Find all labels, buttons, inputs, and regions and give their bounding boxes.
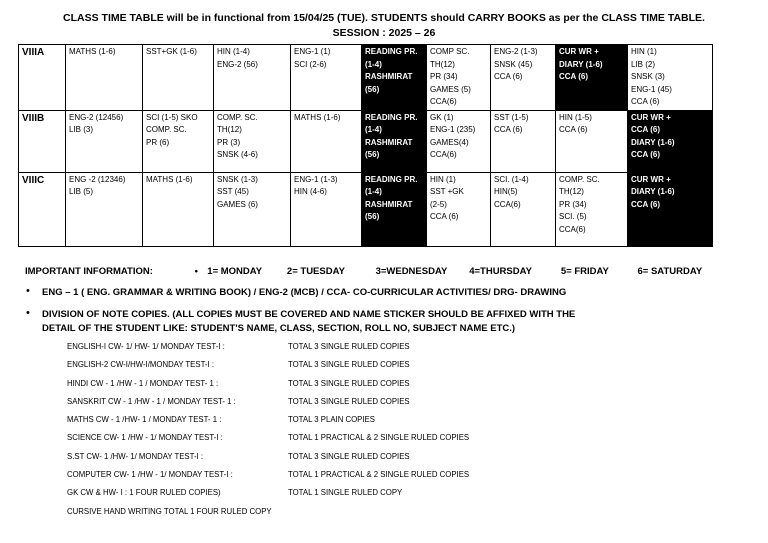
cell-line: GAMES (5) [430,84,471,94]
timetable-cell [66,45,143,111]
copies-subject: MATHS CW - 1 /HW- 1 / MONDAY TEST- 1 : [67,415,222,425]
day-1: 1= MONDAY [207,266,263,277]
copies-total: TOTAL 3 SINGLE RULED COPIES [288,451,410,461]
cell-line: (1-4) [365,125,382,134]
cell-line: SST+GK (1-6) [146,47,197,56]
copies-subject: SANSKRIT CW - 1 /HW - 1 / MONDAY TEST- 1 : [67,396,236,406]
copies-subject: CURSIVE HAND WRITING TOTAL 1 FOUR RULED COPY [67,506,272,516]
cell-line: ENG-1 (1) [294,47,331,56]
important-label: IMPORTANT INFORMATION: [25,266,153,277]
abbreviation-note: ENG – 1 ( ENG. GRAMMAR & WRITING BOOK) / ENG-2 (MCB) / CCA- CO-CURRICULAR ACTIVITIES/ DRG- DRAWING [42,287,567,298]
cell-line: TH(12) [430,59,455,69]
cell-line: PR (34) [430,72,458,81]
cell-line: ENG-1 (235) [430,125,476,134]
cell-line: CCA (6) [494,125,523,134]
timetable-cell [362,172,427,246]
copies-subject: GK CW & HW- I : 1 FOUR RULED COPIES) [67,488,221,498]
timetable-cell [66,110,143,172]
cell-line: SST +GK [430,187,464,196]
timetable-cell [143,110,214,172]
cell-line: CCA (6) [631,125,661,134]
copies-total: TOTAL 1 PRACTICAL & 2 SINGLE RULED COPIES [288,470,470,480]
cell-line: RASHMIRAT [365,137,413,147]
cell-line: MATHS (1-6) [146,174,193,184]
cell-line: ENG-2 (56) [217,59,258,69]
copies-subject: HINDI CW - 1 /HW - 1 / MONDAY TEST- 1 : [67,378,219,388]
cell-line: COMP SC. [430,47,470,56]
cell-line: HIN (1-5) [559,112,592,122]
session-heading: SESSION : 2025 – 26 [332,27,436,39]
cell-line: READING PR. [365,174,418,184]
cell-line: HIN (1) [430,174,456,184]
copies-subject: COMPUTER CW- 1 /HW - 1/ MONDAY TEST-I : [67,470,233,480]
cell-line: DIARY (1-6) [631,187,675,196]
division-note-line2: DETAIL OF THE STUDENT LIKE: STUDENT'S NAME, CLASS, SECTION, ROLL NO, SUBJECT NAME ETC.) [42,323,516,334]
copies-total: TOTAL 3 SINGLE RULED COPIES [288,396,410,406]
cell-line: (56) [365,150,380,159]
copies-subject: SCIENCE CW- 1 /HW - 1/ MONDAY TEST-I : [67,433,223,443]
copies-total: TOTAL 3 PLAIN COPIES [288,415,375,425]
cell-line: COMP. SC. [146,125,187,134]
cell-line: DIARY (1-6) [559,59,603,69]
cell-line: SNSK (3) [631,72,665,81]
timetable-cell [362,45,427,111]
cell-line: (56) [365,212,380,221]
cell-line: RASHMIRAT [365,72,413,81]
cell-line: CCA (6) [559,72,589,81]
cell-line: (2-5) [430,199,447,209]
cell-line: SST (1-5) [494,112,529,122]
class-name: VIIIB [19,110,66,172]
bullet-icon: • [26,285,30,297]
cell-line: CCA (6) [559,125,588,134]
timetable-cell [491,172,556,246]
cell-line: MATHS (1-6) [69,47,116,56]
cell-line: ENG -2 (12346) [69,174,126,184]
copies-subject: ENGLISH-I CW- 1/ HW- 1/ MONDAY TEST-I : [67,342,225,351]
timetable-cell [291,45,362,111]
timetable-cell [214,45,291,111]
bullet-icon: • [194,266,198,277]
cell-line: HIN (1-4) [217,47,250,56]
timetable-cell [427,172,491,246]
cell-line: SCI. (1-4) [494,174,529,184]
day-5: 5= FRIDAY [560,266,609,277]
cell-line: CCA(6) [559,224,586,234]
timetable-cell [143,172,214,246]
cell-line: (1-4) [365,59,382,69]
cell-line: CUR WR + [559,47,599,56]
cell-line: CCA(6) [430,97,457,106]
cell-line: READING PR. [365,112,418,122]
copies-subject: ENGLISH-2 CW-I/HW-I/MONDAY TEST-I : [67,360,215,370]
timetable-cell [214,110,291,172]
timetable-cell [491,110,556,172]
timetable-cell [628,110,713,172]
cell-line: ENG-2 (1-3) [494,47,538,56]
cell-line: HIN (4-6) [294,187,327,196]
cell-line: DIARY (1-6) [631,137,675,147]
cell-line: SCI (2-6) [294,59,327,69]
cell-line: SNSK (4-6) [217,150,258,159]
cell-line: CCA(6) [430,150,457,159]
cell-line: CCA (6) [494,72,523,81]
day-3: 3=WEDNESDAY [375,266,448,277]
cell-line: CUR WR + [631,112,671,122]
cell-line: GAMES(4) [430,137,469,147]
timetable-cell [214,172,291,246]
copies-total: TOTAL 3 SINGLE RULED COPIES [288,378,410,388]
cell-line: SNSK (45) [494,59,533,69]
class-name: VIIIC [19,172,66,246]
cell-line: LIB (2) [631,59,656,69]
cell-line: GK (1) [430,112,454,122]
cell-line: SCI (1-5) SKO [146,112,198,122]
bullet-icon: • [26,307,30,319]
day-4: 4=THURSDAY [469,266,532,277]
copies-total: TOTAL 1 PRACTICAL & 2 SINGLE RULED COPIES [288,433,470,443]
cell-line: READING PR. [365,47,418,56]
timetable [18,44,713,247]
cell-line: HIN (1) [631,47,657,56]
cell-line: ENG-2 (12456) [69,112,124,122]
timetable-cell [427,110,491,172]
cell-line: (1-4) [365,187,382,196]
timetable-cell [66,172,143,246]
timetable-cell [628,45,713,111]
copies-total: TOTAL 3 SINGLE RULED COPIES [288,342,410,351]
cell-line: CCA (6) [631,97,660,106]
copies-total: TOTAL 3 SINGLE RULED COPIES [288,360,410,370]
timetable-cell [291,172,362,246]
cell-line: HIN(5) [494,187,518,196]
timetable-cell [556,45,628,111]
cell-line: PR (34) [559,199,587,209]
timetable-row [19,45,713,111]
cell-line: COMP. SC. [559,174,600,184]
timetable-row [19,110,713,172]
timetable-cell [556,172,628,246]
division-note-line1: DIVISION OF NOTE COPIES. (ALL COPIES MUST BE COVERED AND NAME STICKER SHOULD BE AFFIXED WITH THE [42,309,576,320]
cell-line: MATHS (1-6) [294,112,341,122]
cell-line: CUR WR + [631,174,671,184]
timetable-cell [556,110,628,172]
notice-heading: CLASS TIME TABLE will be in functional from 15/04/25 (TUE). STUDENTS should CARRY BOOKS as per the CLASS TIME TABLE. [63,12,705,24]
cell-line: TH(12) [559,187,584,196]
class-name: VIIIA [19,45,66,111]
copies-subject: S.ST CW- 1 /HW- 1/ MONDAY TEST-I : [67,451,204,461]
cell-line: CCA (6) [430,212,459,221]
cell-line: LIB (5) [69,187,94,196]
cell-line: LIB (3) [69,125,94,134]
cell-line: GAMES (6) [217,199,258,209]
cell-line: ENG-1 (1-3) [294,174,338,184]
cell-line: PR (6) [146,137,170,147]
timetable-cell [362,110,427,172]
cell-line: COMP. SC. [217,112,258,122]
cell-line: CCA(6) [494,199,521,209]
important-information [25,266,702,277]
cell-line: SNSK (1-3) [217,174,258,184]
timetable-cell [291,110,362,172]
timetable-cell [628,172,713,246]
copies-total: TOTAL 1 SINGLE RULED COPY [288,488,403,498]
cell-line: PR (3) [217,137,241,147]
cell-line: (56) [365,84,380,94]
cell-line: SCI. (5) [559,212,587,221]
cell-line: TH(12) [217,125,242,134]
timetable-row [19,172,713,246]
day-2: 2= TUESDAY [286,266,345,277]
timetable-cell [427,45,491,111]
timetable-cell [143,45,214,111]
cell-line: CCA (6) [631,150,661,159]
cell-line: CCA (6) [631,199,661,209]
cell-line: SST (45) [217,187,249,196]
cell-line: RASHMIRAT [365,199,413,209]
cell-line: ENG-1 (45) [631,84,672,94]
timetable-cell [491,45,556,111]
day-6: 6= SATURDAY [637,266,703,277]
